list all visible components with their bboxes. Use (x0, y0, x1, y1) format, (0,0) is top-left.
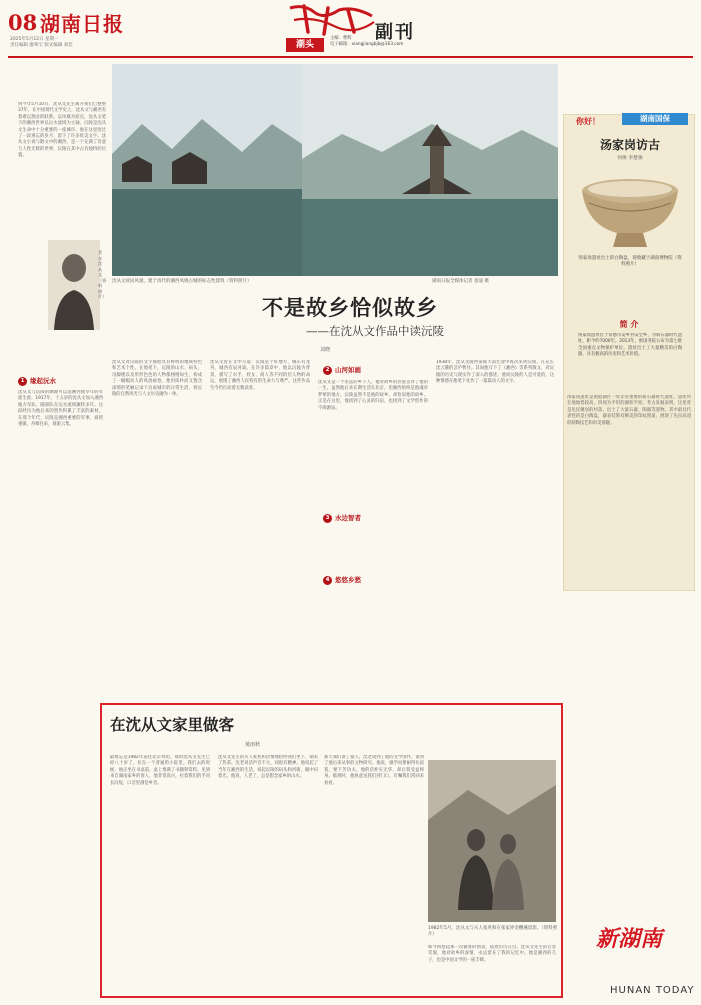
box-column-3: 那天我们谈了很久。沈老谈到了他的文学创作，谈到了他后来从事的文物研究。他说，做学问要耐得住寂寞，要下苦功夫。他的话朴实无华，却让我受益终身。临别时，他执意送我们到门口，叮嘱我们常回来看看。 (324, 755, 424, 786)
section-title: 山河如画 (335, 366, 361, 374)
section-title: 悠悠乡愁 (335, 576, 361, 584)
section-number: 3 (323, 514, 332, 523)
main-photo-right (302, 64, 558, 276)
sidebar-column-title: 湖南国保 (622, 113, 688, 125)
section-number: 2 (323, 366, 332, 375)
box-column-4: 如今回想起那一次做客的情景，依然历历在目。沈从文先生的音容笑貌，他对故乡的深情，永远留在了我的记忆中。他是湘西的儿子，也是中国文学的一座丰碑。 (428, 945, 556, 963)
supplement-suffix: 副刊 (375, 22, 415, 43)
hunan-today-logo: 新湖南 (596, 926, 663, 952)
article-author: 刘晓 (320, 347, 331, 353)
article-column-5: 1938年，沈从文随西南联大南迁途中再次来到沅陵，在兄长沈云麓的芸庐暂住。其间他写下了《湘西》等系列散文，对沅陵的历史与现实作了深入的描述。他说沅陵的人是可爱的，这种情感在他笔下化作了一篇篇动人的文字。 (436, 360, 554, 385)
bowl-caption: 汤家岗遗址出土的白陶盘，现收藏于湖南博物院（资料照片） (578, 256, 682, 267)
page-number: 08 (8, 10, 38, 35)
article-column-3: 沈从文曾在文中写道：沅陵是个好地方，城东有龙舟，城西有辰河戏。在许多篇章中，他以沅陵为背景，描写了水手、妓女、商人等不同阶层人物的命运，展现了湘西人民特有的生命力与尊严。这些作品至今仍打动着无数读者。 (210, 360, 310, 391)
section-number: 1 (18, 377, 27, 386)
supplement-editor: 主编：曹辉 (330, 36, 352, 41)
box-article-author: 黄雨秋 (245, 742, 261, 748)
header-rule (8, 56, 693, 58)
article-column-2: 沈从文对沅陵的文字描绘具有鲜明的地域特色和艺术个性。在他笔下，沅陵的山水、码头、吊脚楼以及形形色色的人物都栩栩如生，构成了一幅幅动人的风俗画卷。他用质朴而又饱含深情的笔触记录下这座城市的日常生活，将沅陵的自然风光与人文历史融为一体。 (112, 360, 202, 398)
box-column-2: 沈从文先生的夫人张兆和热情地招呼我们坐下，端来了热茶。沈老说话声音不大，却很有精神。他说起了当年在湘西的生活，说起沅陵的码头和河街，眼中闪着光。他说，人老了，总是想念家乡的山水。 (218, 755, 318, 780)
box-article-title: 在沈从文家里做客 (110, 715, 235, 734)
main-photo-credit: 湖南日报全媒体记者 童迪 摄 (432, 279, 489, 284)
intro-heading: 简 介 (619, 320, 639, 329)
sidebar-article-title: 汤家岗访古 (599, 138, 660, 152)
sidebar-author: 何俊 李楚俊 (617, 156, 643, 161)
article-column-1: 沈从文与沅陵的渊源可以追溯到他早年的军旅生涯。1917年，十五岁的沈从文加入湘西地方军队，随部队在沅水流域辗转多年。这段经历为他后来的创作积累了丰富的素材。在那个年代，沅陵是湘西重要的军事、商贸重镇，舟楫往来，商旅云集。 (18, 390, 103, 428)
article-title: 不是故乡恰似故乡 (262, 295, 438, 320)
section-title: 缘起沅水 (30, 377, 56, 385)
section-header-2 (323, 365, 361, 375)
section-number: 4 (323, 576, 332, 585)
box-photo-caption: 1982年5月，沈从文与夫人张兆和在张家界金鞭溪留影。（资料照片） (428, 926, 558, 937)
box-column-1: 最难忘是1982年前往北京拜访，那时沈从文先生已经八十岁了，住在一个普通的小院里。我们去的时候，他正坐在书桌前，桌上堆满了书籍和资料。见到来自湖南家乡的客人，他非常高兴，拉着我们的手问长问短，口音里满是乡音。 (110, 755, 210, 786)
section-tag: 潮头 (286, 38, 324, 52)
white-pottery-bowl-image (577, 163, 683, 251)
editor-text: 责任编辑 廖翠宝 版式编辑 刘佳 (10, 43, 73, 48)
article-subtitle: ——在沈从文作品中读沅陵 (306, 324, 444, 338)
main-photo-left (112, 64, 302, 276)
section-title: 水边智者 (335, 514, 361, 522)
section-header-1 (18, 376, 56, 386)
hunan-today-logo-sub: HUNAN TODAY (610, 985, 695, 996)
sidebar-body-text: 汤家岗遗址是洞庭湖区一处非常重要的新石器时代遗址。遗址所在地地势较高，四周为平坦的湖积平原。考古发掘表明，这里曾是先民聚居的村落，出土了大量石器、陶器等遗物。其中最具代表性的是白陶盘，器表装饰有精美的印纹图案，展现了先民高超的制陶技艺和审美情趣。 (567, 395, 691, 426)
date-text: 2025年5月12日 星期一 (10, 37, 59, 42)
paper-name: 湖南日报 (40, 12, 124, 36)
supplement-editor-block (330, 36, 403, 48)
sidebar-greeting: 你好！ (576, 117, 600, 126)
portrait-photo (48, 240, 100, 330)
box-photo (428, 760, 556, 922)
supplement-email: 电子邮箱：xiangjiangbjb@163.com (330, 42, 404, 47)
article-column-4: 沈从文是一个永远的乡下人，他对故乡的热爱贯穿了他的一生。虽然他后来长期生活在北京，但湘西始终是他魂牵梦萦的地方。沅陵虽然不是他的故乡，却恰似他的故乡。正是在这里，他找到了心灵的归宿，也找到了文学创作的不竭源泉。 (318, 380, 428, 411)
main-photo-caption: 沈从文故居风貌，建于清代的湘西凤凰古城的标志性建筑（资料照片） (112, 279, 252, 284)
portrait-caption: 青年沈从文（资料照片） (98, 250, 107, 299)
sidebar-intro-text: 汤家岗遗址位于常德市安乡县安全乡，为新石器时代遗址，距今约7000年。2013年，被国务院公布为第七批全国重点文物保护单位。遗址出土了大量精美的白陶器，具有极高的历史和艺术价值。 (578, 333, 682, 358)
date-line (10, 37, 73, 49)
intro-text: 到今年5月10日，沈从文先生离开我们已整整37年。在中国现代文学史上，沈从文与湘西有着难以割舍的联系。以凤凰为原点，沈从文笔下的湘西世界以沅水流域为主轴，沅陵是沈从文生命中十分重要的一座城市，他在这里度过了一段难忘的岁月，留下了许多优美文字。沈从文小说与散文中的湘西，是一个充满了诗意与人性光辉的世界，沅陵在其中占有独特的位置。 (18, 102, 106, 159)
